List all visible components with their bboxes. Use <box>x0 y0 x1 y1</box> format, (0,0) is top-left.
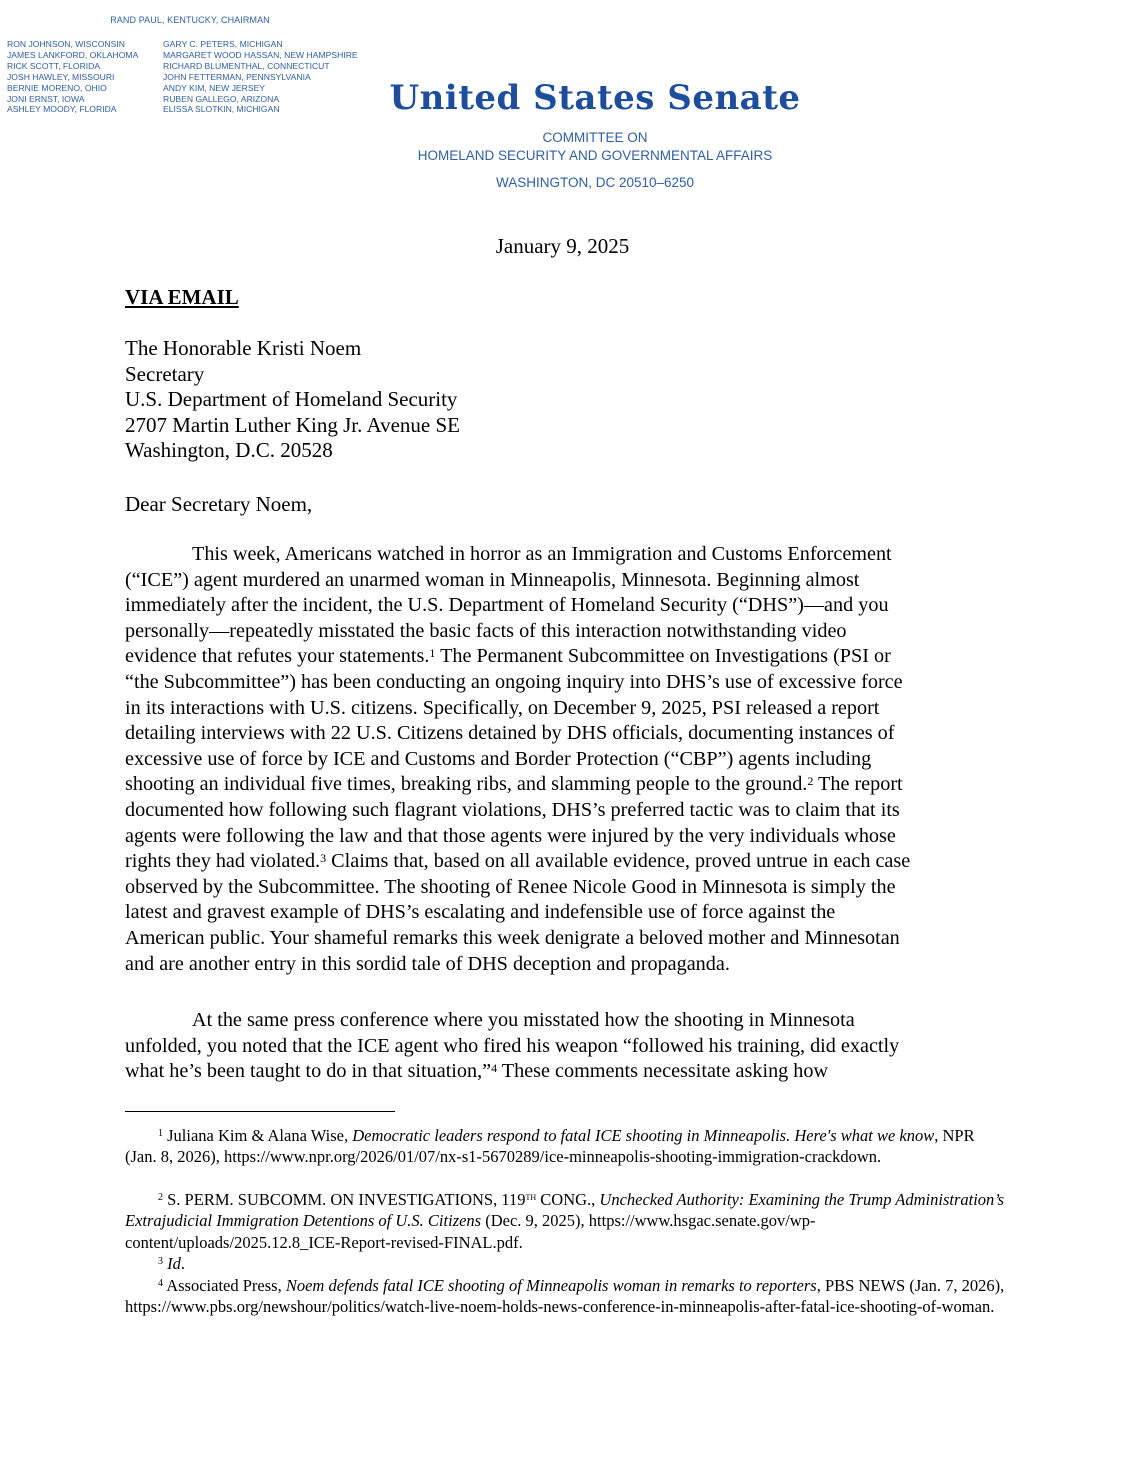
source-text: UBCOMM <box>246 1190 323 1209</box>
source-text: N <box>342 1190 355 1209</box>
footnote-3: $^3$ Id. <box>125 1253 1005 1274</box>
text-span: The Permanent Subcommittee on Investigations (PSI or <box>435 645 891 668</box>
source-text: . O <box>322 1190 343 1209</box>
committee-name <box>380 129 810 165</box>
text-span: evidence that refutes your statements. <box>125 645 430 668</box>
footnote-ref-3[interactable]: 3 <box>320 851 327 866</box>
member-name: MARGARET WOOD HASSAN, NEW HAMPSHIRE <box>163 49 358 60</box>
footnote-text: Id <box>167 1254 181 1273</box>
senate-wordmark: United States Senate <box>389 78 801 118</box>
source-text: , 119 <box>493 1190 526 1209</box>
source-text: NVESTIGATIONS <box>363 1190 494 1209</box>
text-line <box>125 849 1005 875</box>
text-line: in its interactions with U.S. citizens. Specifically, on December 9, 2025, PSI released a report <box>125 696 880 719</box>
text-line: excessive use of force by ICE and Customs and Border Protection (“CBP”) agents including <box>125 747 872 770</box>
member-name: BERNIE MORENO, OHIO <box>7 82 107 93</box>
committee-line-1: COMMITTEE ON <box>542 130 648 145</box>
footnote-publisher: , PBS N <box>816 1276 871 1295</box>
footnote-ref-4[interactable]: 4 <box>491 1061 498 1076</box>
text-span: shooting an individual five times, breaking ribs, and slamming people to the ground. <box>125 773 808 796</box>
member-name: ANDY KIM, NEW JERSEY <box>163 82 266 93</box>
member-name: JONI ERNST, IOWA <box>7 93 85 104</box>
text-line: At the same press conference where you misstated how the shooting in Minnesota <box>192 1009 855 1031</box>
text-line <box>125 772 1005 798</box>
text-span: The report <box>813 773 903 796</box>
member-name: JAMES LANKFORD, OKLAHOMA <box>7 49 139 60</box>
recipient-line: U.S. Department of Homeland Security <box>125 387 458 411</box>
majority-members-column <box>7 39 138 115</box>
text-line: immediately after the incident, the U.S. Department of Homeland Security (“DHS”)—and you <box>125 594 889 617</box>
text-line: agents were following the law and that those agents were injured by the very individuals whose <box>125 824 896 847</box>
text-line: American public. Your shameful remarks this week denigrate a beloved mother and Minnesotan <box>125 926 900 949</box>
source-text: S. P <box>163 1190 194 1209</box>
source-text: . S <box>229 1190 247 1209</box>
footnote-ref-1[interactable]: 1 <box>429 646 436 661</box>
footnote-4 <box>125 1275 1005 1318</box>
body-paragraph-1 <box>125 542 1005 977</box>
member-name: ELISSA SLOTKIN, MICHIGAN <box>163 104 280 115</box>
footnote-title: Noem defends fatal ICE shooting of Minneapolis woman in remarks to reporters <box>285 1276 817 1295</box>
delivery-method: VIA EMAIL <box>125 285 239 309</box>
footnote-citation[interactable]: (Jan. 7, 2026), https://www.pbs.org/newshour/politics/watch-live-noem-holds-news-conference-in-minneapolis-after-fatal-ice-shooting-of-woman. <box>125 1276 1005 1317</box>
recipient-line: The Honorable Kristi Noem <box>125 336 362 360</box>
member-name: GARY C. PETERS, MICHIGAN <box>163 39 283 49</box>
text-line: “the Subcommittee”) has been conducting an ongoing inquiry into DHS’s use of excessive force <box>125 670 903 693</box>
member-name: JOHN FETTERMAN, PENNSYLVANIA <box>163 71 311 82</box>
source-text: ONG <box>551 1190 588 1209</box>
committee-chairman: RAND PAUL, KENTUCKY, CHAIRMAN <box>110 15 270 25</box>
minority-members-column <box>163 39 358 115</box>
text-line: personally—repeatedly misstated the basic facts of this interaction notwithstanding video <box>125 619 847 642</box>
spacer <box>125 1126 158 1145</box>
footnote-title: Democratic leaders respond to fatal ICE shooting in Minneapolis. Here's what we know <box>352 1126 935 1145</box>
footnote-title: Unchecked Authority: Examining the Trump Administration’s Extrajudicial Immigration Detentions of U.S. Citizens <box>125 1190 1005 1231</box>
text-span: Claims that, based on all available evidence, proved untrue in each case <box>326 850 911 873</box>
body-paragraph-2 <box>125 1008 1005 1085</box>
footnote-1 <box>125 1125 1005 1168</box>
spacer <box>125 1276 158 1295</box>
text-line: unfolded, you noted that the ICE agent who fired his weapon “followed his training, did exactly <box>125 1034 900 1057</box>
text-line: observed by the Subcommittee. The shooting of Renee Nicole Good in Minnesota is simply the <box>125 875 896 898</box>
ordinal-suffix: TH <box>525 1193 537 1202</box>
text-line: detailing interviews with 22 U.S. Citizens detained by DHS officials, documenting instances of <box>125 722 895 745</box>
text-line: (“ICE”) agent murdered an unarmed woman in Minneapolis, Minnesota. Beginning almost <box>125 568 860 591</box>
committee-address: WASHINGTON, DC 20510–6250 <box>495 175 695 190</box>
source-text: ERM <box>193 1190 230 1209</box>
text-line: and are another entry in this sordid tale of DHS deception and propaganda. <box>125 952 730 975</box>
footnote-authors: Juliana Kim & Alana Wise, <box>163 1126 353 1145</box>
source-text: ., <box>587 1190 600 1209</box>
salutation: Dear Secretary Noem, <box>125 492 313 516</box>
recipient-line: Secretary <box>125 361 205 386</box>
text-span: rights they had violated. <box>125 850 321 873</box>
footnote-mark: 4 <box>158 1278 163 1289</box>
member-name: RON JOHNSON, WISCONSIN <box>7 39 125 49</box>
text-line: latest and gravest example of DHS’s escalating and indefensible use of force against the <box>125 901 836 924</box>
letter-date: January 9, 2025 <box>495 234 630 258</box>
footnote-mark: 3 <box>158 1256 163 1267</box>
text-line: This week, Americans watched in horror as an Immigration and Customs Enforcement <box>192 543 892 565</box>
member-name: RUBEN GALLEGO, ARIZONA <box>163 93 280 104</box>
recipient-address <box>125 336 460 464</box>
footnote-publisher: EWS <box>870 1276 906 1295</box>
footnote-citation[interactable]: , NPR (Jan. 8, 2026), https://www.npr.org/2026/01/07/nx-s1-5670289/ice-minneapolis-shooting-immigration-crackdown. <box>125 1126 975 1167</box>
footnote-ref-2[interactable]: 2 <box>807 774 814 789</box>
recipient-line: 2707 Martin Luther King Jr. Avenue SE <box>125 412 460 437</box>
footnote-divider <box>125 1111 395 1112</box>
spacer <box>125 1190 158 1209</box>
recipient-line: Washington, D.C. 20528 <box>125 438 333 462</box>
text-line <box>125 1059 1005 1085</box>
footnote-mark: 2 <box>158 1192 163 1203</box>
footnote-authors: Associated Press, <box>163 1276 286 1295</box>
source-text: C <box>536 1190 552 1209</box>
text-line <box>125 644 1005 670</box>
spacer <box>125 1254 158 1273</box>
footnote-2 <box>125 1189 1005 1253</box>
source-text: I <box>354 1190 364 1209</box>
member-name: RICK SCOTT, FLORIDA <box>7 60 101 71</box>
text-span: These comments necessitate asking how <box>497 1060 829 1083</box>
text-line: documented how following such flagrant violations, DHS’s preferred tactic was to claim that its <box>125 798 900 821</box>
member-name: ASHLEY MOODY, FLORIDA <box>7 104 117 115</box>
committee-line-2: HOMELAND SECURITY AND GOVERNMENTAL AFFAIRS <box>417 148 773 163</box>
member-name: JOSH HAWLEY, MISSOURI <box>7 71 115 82</box>
footnote-citation[interactable]: (Dec. 9, 2025), https://www.hsgac.senate.gov/wp-content/uploads/2025.12.8_ICE-Report-revised-FINAL.pdf. <box>125 1211 816 1252</box>
member-name: RICHARD BLUMENTHAL, CONNECTICUT <box>163 60 330 71</box>
footnote-mark: 1 <box>158 1128 163 1139</box>
text-span: what he’s been taught to do in that situation,” <box>125 1060 492 1083</box>
